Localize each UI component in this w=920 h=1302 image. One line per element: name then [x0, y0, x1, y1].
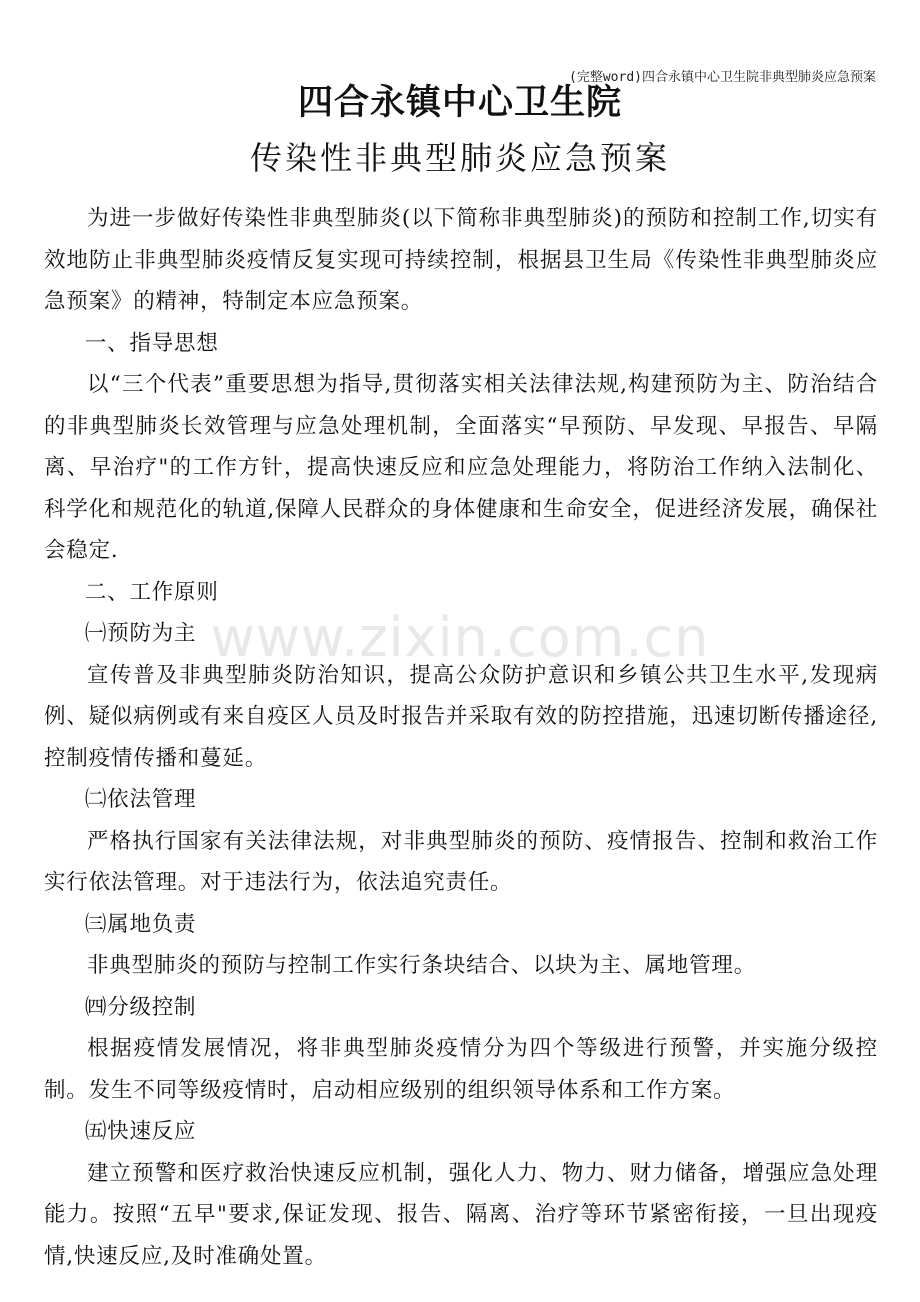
watermark: www.zixin.com.cn [210, 606, 710, 669]
document-title: 四合永镇中心卫生院 [297, 83, 622, 123]
document-subtitle: 传染性非典型肺炎应急预案 [249, 139, 670, 177]
section1-paragraph: 以“三个代表”重要思想为指导,贯彻落实相关法律法规,构建预防为主、防治结合的非典型肺炎长效管理与应急处理机制，全面落实“早预防、早发现、早报告、早隔离、早治疗"的工作方针，提高快速反应和应急处理能力，将防治工作纳入法制化、科学化和规范化的轨道,保障人民群众的身体健康和生命安全，促进经济发展，确保社会稳定. [44, 372, 878, 563]
document-header-note: (完整word)四合永镇中心卫生院非典型肺炎应急预案 [569, 70, 876, 85]
section1-heading: 一、指导思想 [84, 330, 219, 356]
section2-heading: 二、工作原则 [84, 579, 219, 605]
item1-paragraph: 宣传普及非典型肺炎防治知识，提高公众防护意识和乡镇公共卫生水平,发现病例、疑似病例或有来自疫区人员及时报告并采取有效的防控措施，迅速切断传播途径,控制疫情传播和蔓延。 [44, 662, 878, 771]
item5-heading: ㈤快速反应 [84, 1119, 197, 1144]
item4-paragraph: 根据疫情发展情况，将非典型肺炎疫情分为四个等级进行预警，并实施分级控制。发生不同等级疫情时，启动相应级别的组织领导体系和工作方案。 [44, 1036, 878, 1103]
item1-heading: ㈠预防为主 [84, 621, 197, 646]
item2-paragraph: 严格执行国家有关法律法规，对非典型肺炎的预防、疫情报告、控制和救治工作实行依法管理。对于违法行为，依法追究责任。 [44, 828, 878, 895]
item3-heading: ㈢属地负责 [84, 911, 197, 937]
intro-paragraph: 为进一步做好传染性非典型肺炎(以下简称非典型肺炎)的预防和控制工作,切实有效地防止非典型肺炎疫情反复实现可持续控制，根据县卫生局《传染性非典型肺炎应急预案》的精神，特制定本应急预案。 [44, 206, 878, 314]
item4-heading: ㈣分级控制 [84, 994, 197, 1020]
item2-heading: ㈡依法管理 [84, 787, 197, 812]
item5-paragraph: 建立预警和医疗救治快速反应机制，强化人力、物力、财力储备，增强应急处理能力。按照“五早"要求,保证发现、报告、隔离、治疗等环节紧密衔接，一旦出现疫情,快速反应,及时准确处置。 [44, 1160, 878, 1269]
item3-paragraph: 非典型肺炎的预防与控制工作实行条块结合、以块为主、属地管理。 [87, 953, 757, 978]
document-body [44, 198, 878, 1277]
